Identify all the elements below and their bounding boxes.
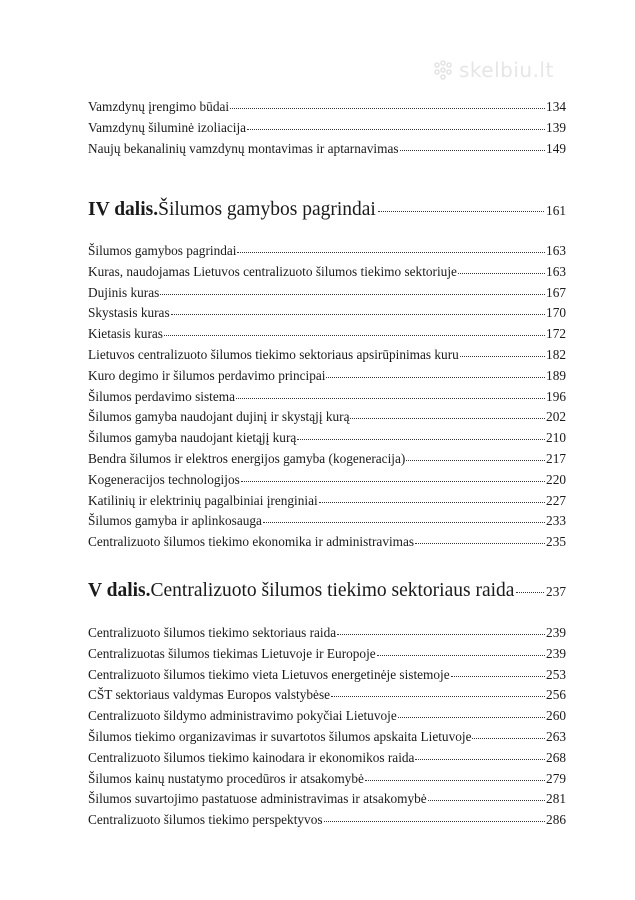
dot-leader <box>451 676 545 677</box>
watermark-logo-icon <box>432 59 454 81</box>
dot-leader <box>398 717 545 718</box>
toc-entry-page: 260 <box>546 708 566 724</box>
part-heading <box>88 578 566 604</box>
toc-entry-title: Kuro degimo ir šilumos perdavimo principai <box>88 367 326 383</box>
toc-part-4 <box>88 197 566 223</box>
dot-leader <box>337 634 545 635</box>
toc-entry <box>88 511 566 532</box>
toc-entry-page: 239 <box>546 645 566 661</box>
toc-entry-page: 233 <box>546 513 566 529</box>
toc-entry-page: 163 <box>546 263 566 279</box>
dot-leader <box>319 502 545 503</box>
dot-leader <box>350 418 545 419</box>
dot-leader <box>297 439 545 440</box>
toc-entry-title: Centralizuoto šilumos tiekimo sektoriaus raida <box>88 625 337 640</box>
toc-entry <box>88 139 566 160</box>
toc-entry-page: 202 <box>546 409 566 425</box>
dot-leader <box>324 821 546 822</box>
toc-entry <box>88 789 566 810</box>
dot-leader <box>428 800 545 801</box>
toc-entry <box>88 470 566 491</box>
toc-entry-page: 163 <box>546 243 566 258</box>
dot-leader <box>326 377 545 378</box>
dot-leader <box>365 780 545 781</box>
toc-entry-title: Naujų bekanalinių vamzdynų montavimas ir aptarnavimas <box>88 140 399 156</box>
toc-entry <box>88 449 566 470</box>
toc-entry-title: Katilinių ir elektrinių pagalbiniai įrenginiai <box>88 492 318 508</box>
toc-entry-title: CŠT sektoriaus valdymas Europos valstybėse <box>88 687 331 703</box>
toc-entry-title: Šilumos kainų nustatymo procedūros ir atsakomybė <box>88 770 364 786</box>
toc-entry <box>88 303 566 324</box>
part-page: 161 <box>546 203 566 218</box>
toc-entry-title: Šilumos tiekimo organizavimas ir suvartotos šilumos apskaita Lietuvoje <box>88 728 472 744</box>
toc-entry <box>88 769 566 790</box>
toc-entry-title: Šilumos gamybos pagrindai <box>88 243 237 258</box>
toc-entry-page: 167 <box>546 284 566 300</box>
toc-entry-page: 227 <box>546 492 566 508</box>
toc-entry-title: Šilumos gamyba naudojant dujinį ir skystąjį kurą <box>88 409 350 425</box>
toc-entry <box>88 623 566 644</box>
toc-part-5 <box>88 578 566 604</box>
toc-entry-title: Skystasis kuras <box>88 305 170 321</box>
dot-leader <box>378 211 544 212</box>
toc-entry <box>88 810 566 831</box>
dot-leader <box>415 759 545 760</box>
toc-entry-title: Bendra šilumos ir elektros energijos gamyba (kogeneracija) <box>88 450 406 466</box>
toc-entry-page: 189 <box>546 367 566 383</box>
toc-entry <box>88 706 566 727</box>
toc-entry-page: 134 <box>546 99 566 114</box>
part-title: Centralizuoto šilumos tiekimo sektoriaus raida <box>150 580 515 601</box>
toc-entry-title: Centralizuoto šildymo administravimo pokyčiai Lietuvoje <box>88 708 397 724</box>
toc-entry <box>88 262 566 283</box>
toc-entry-title: Kogeneracijos technologijos <box>88 471 240 487</box>
dot-leader <box>236 398 545 399</box>
toc-entry-page: 172 <box>546 326 566 342</box>
toc-entry <box>88 118 566 139</box>
toc-entry-title: Centralizuoto šilumos tiekimo ekonomika ir administravimas <box>88 534 415 550</box>
dot-leader <box>331 696 545 697</box>
toc-entry-title: Centralizuoto šilumos tiekimo vieta Lietuvos energetinėje sistemoje <box>88 666 450 682</box>
dot-leader <box>516 592 544 593</box>
toc-entry-page: 196 <box>546 388 566 404</box>
dot-leader <box>164 335 545 336</box>
toc-entry <box>88 283 566 304</box>
dot-leader <box>458 273 545 274</box>
dot-leader <box>247 129 545 130</box>
toc-entry <box>88 644 566 665</box>
dot-leader <box>460 356 545 357</box>
toc-entry-title: Kietasis kuras <box>88 326 163 342</box>
toc-entry <box>88 324 566 345</box>
watermark <box>432 58 554 82</box>
toc-entry-title: Šilumos gamyba naudojant kietąjį kurą <box>88 430 297 446</box>
toc-entry <box>88 407 566 428</box>
toc-entry <box>88 685 566 706</box>
dot-leader <box>230 108 545 109</box>
toc-top-section <box>88 97 566 159</box>
toc-entry <box>88 665 566 686</box>
toc-entry <box>88 491 566 512</box>
dot-leader <box>377 655 545 656</box>
toc-entry <box>88 97 566 118</box>
toc-entry <box>88 428 566 449</box>
toc-entry <box>88 727 566 748</box>
toc-entry <box>88 345 566 366</box>
toc-entry-page: 286 <box>546 812 566 828</box>
toc-entry <box>88 387 566 408</box>
toc-entry-page: 149 <box>546 140 566 156</box>
toc-entry-page: 182 <box>546 346 566 362</box>
toc-part-4-entries <box>88 241 566 553</box>
toc-entry-page: 268 <box>546 749 566 765</box>
toc-entry-title: Centralizuotas šilumos tiekimas Lietuvoje ir Europoje <box>88 645 376 661</box>
dot-leader <box>263 522 545 523</box>
toc-entry-title: Vamzdynų šiluminė izoliacija <box>88 119 247 135</box>
toc-entry-page: 220 <box>546 471 566 487</box>
toc-entry-title: Kuras, naudojamas Lietuvos centralizuoto šilumos tiekimo sektoriuje <box>88 263 457 279</box>
toc-part-5-entries <box>88 623 566 831</box>
toc-entry-title: Centralizuoto šilumos tiekimo perspektyvos <box>88 812 323 828</box>
toc-entry-title: Dujinis kuras <box>88 284 160 300</box>
part-page: 237 <box>546 584 566 599</box>
part-title: Šilumos gamybos pagrindai <box>158 199 376 220</box>
toc-entry-page: 139 <box>546 119 566 135</box>
toc-entry <box>88 532 566 553</box>
toc-entry-page: 279 <box>546 770 566 786</box>
toc-entry-page: 239 <box>546 625 566 640</box>
toc-entry <box>88 748 566 769</box>
dot-leader <box>472 738 545 739</box>
toc-entry-title: Lietuvos centralizuoto šilumos tiekimo sektoriaus apsirūpinimas kuru <box>88 346 459 362</box>
dot-leader <box>400 150 546 151</box>
toc-entry-title: Vamzdynų įrengimo būdai <box>88 99 230 114</box>
toc-entry-title: Šilumos gamyba ir aplinkosauga <box>88 513 262 529</box>
toc-entry-page: 253 <box>546 666 566 682</box>
toc-entry-page: 210 <box>546 430 566 446</box>
dot-leader <box>415 543 545 544</box>
toc-entry-page: 170 <box>546 305 566 321</box>
toc-entry <box>88 366 566 387</box>
toc-entry-page: 235 <box>546 534 566 550</box>
toc-entry-title: Šilumos perdavimo sistema <box>88 388 235 404</box>
toc-entry-page: 281 <box>546 791 566 807</box>
dot-leader <box>237 252 545 253</box>
dot-leader <box>171 314 545 315</box>
toc-entry <box>88 241 566 262</box>
dot-leader <box>241 481 545 482</box>
toc-entry-title: Centralizuoto šilumos tiekimo kainodara ir ekonomikos raida <box>88 749 415 765</box>
part-label: V dalis. <box>88 580 151 601</box>
dot-leader <box>406 460 545 461</box>
dot-leader <box>160 294 545 295</box>
toc-entry-page: 217 <box>546 450 566 466</box>
part-label: IV dalis. <box>88 199 159 220</box>
toc-entry-page: 263 <box>546 728 566 744</box>
toc-entry-page: 256 <box>546 687 566 703</box>
toc-entry-title: Šilumos suvartojimo pastatuose administravimas ir atsakomybė <box>88 791 427 807</box>
watermark-text: skelbiu.lt <box>459 58 554 82</box>
part-heading <box>88 197 566 223</box>
